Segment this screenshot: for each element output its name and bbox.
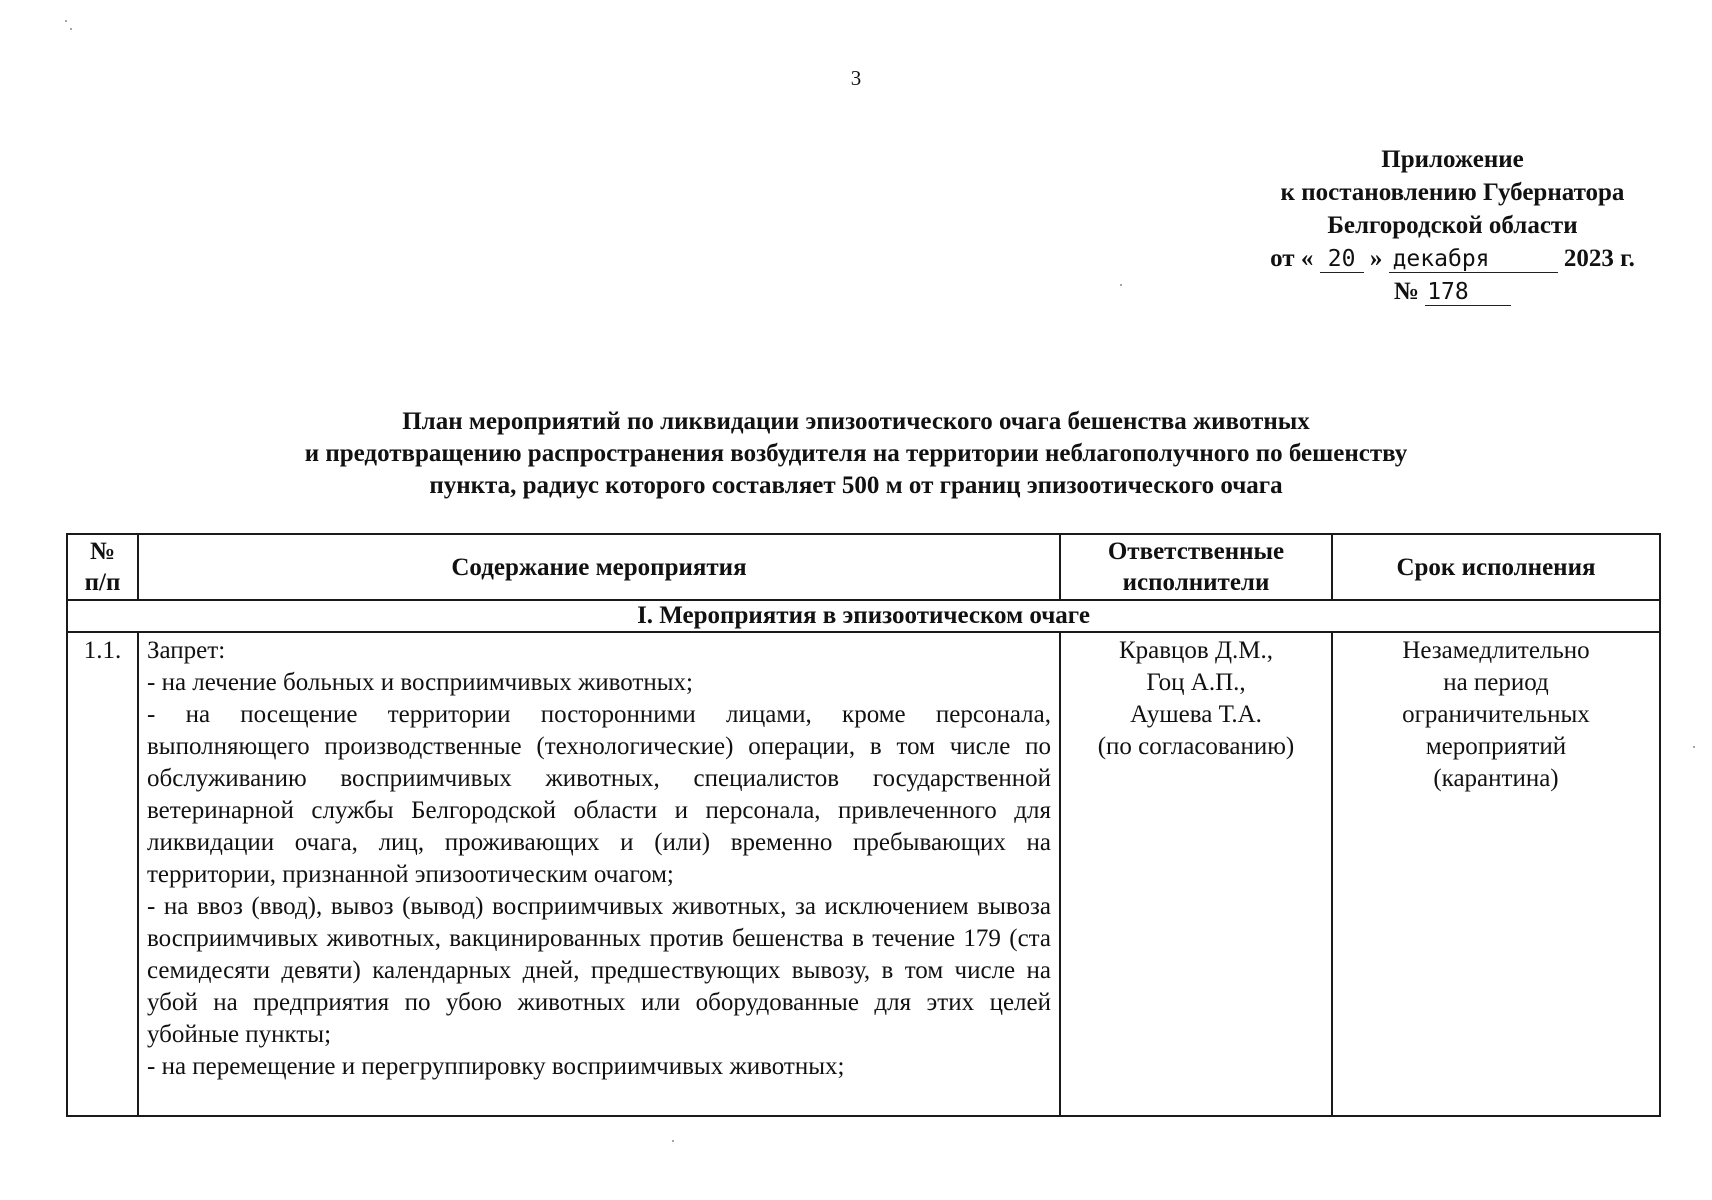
- scan-speck: [65, 20, 67, 22]
- scan-speck: [1693, 746, 1695, 748]
- deadline-line: мероприятий: [1425, 733, 1567, 760]
- document-title: [0, 406, 1712, 502]
- responsible-line: Гоц А.П.,: [1146, 669, 1246, 696]
- scan-speck: [672, 1140, 674, 1142]
- appendix-block: [1200, 143, 1705, 308]
- deadline-line: Незамедлительно: [1402, 637, 1590, 664]
- content-paragraph: - на перемещение и перегруппировку восприимчивых животных;: [147, 1053, 845, 1080]
- table-row: [67, 632, 1660, 1116]
- appendix-date: [1200, 242, 1705, 275]
- appendix-resolution: к постановлению Губернатора: [1280, 179, 1625, 206]
- table-header-row: [67, 534, 1660, 600]
- number-prefix: №: [1393, 278, 1419, 305]
- deadline-line: на период: [1443, 669, 1549, 696]
- header-number-line-1: №: [89, 538, 116, 565]
- appendix-number: [1200, 275, 1705, 308]
- deadline-line: (карантина): [1433, 765, 1559, 792]
- date-prefix: от «: [1270, 245, 1314, 272]
- date-year: 2023 г.: [1563, 245, 1635, 272]
- content-paragraph: - на лечение больных и восприимчивых животных;: [147, 669, 693, 696]
- header-responsible-line-2: исполнители: [1122, 569, 1270, 596]
- title-line-2: и предотвращению распространения возбудителя на территории неблагополучного по бешенству: [304, 440, 1408, 467]
- date-mid: »: [1369, 245, 1383, 272]
- responsible-line: (по согласованию): [1097, 733, 1295, 760]
- deadline-line: ограничительных: [1402, 701, 1590, 728]
- page-number: 3: [850, 66, 862, 90]
- header-content: Содержание мероприятия: [138, 534, 1060, 600]
- content-paragraph: - на ввоз (ввод), вывоз (вывод) восприимчивых животных, за исключением вывоза восприимчивых животных, вакцинированных против бешенства в течение 179 (ста семидесяти девяти) календарных дней, предшествующих вывозу, в том числе на убой на предприятия по убою животных или оборудованные для этих целей убойные пункты;: [147, 893, 1051, 1048]
- section-row: [67, 600, 1660, 632]
- date-month: декабря: [1389, 246, 1558, 273]
- row-content: [138, 632, 1060, 1116]
- header-responsible-line-1: Ответственные: [1107, 538, 1285, 565]
- row-number: 1.1.: [67, 632, 138, 1116]
- appendix-title: Приложение: [1381, 146, 1524, 173]
- header-number-line-2: п/п: [84, 569, 121, 596]
- scan-speck: [70, 28, 72, 30]
- appendix-region: Белгородской области: [1327, 212, 1578, 239]
- row-responsible: [1060, 632, 1332, 1116]
- responsible-line: Аушева Т.А.: [1130, 701, 1262, 728]
- section-title: I. Мероприятия в эпизоотическом очаге: [67, 600, 1660, 632]
- responsible-line: Кравцов Д.М.,: [1118, 637, 1274, 664]
- header-responsible: [1060, 534, 1332, 600]
- number-value: 178: [1425, 279, 1511, 306]
- title-line-3: пункта, радиус которого составляет 500 м от границ эпизоотического очага: [429, 472, 1283, 499]
- title-line-1: План мероприятий по ликвидации эпизоотического очага бешенства животных: [402, 408, 1310, 435]
- header-number: [67, 534, 138, 600]
- scan-speck: [1120, 284, 1122, 286]
- header-deadline: Срок исполнения: [1332, 534, 1660, 600]
- plan-table: [66, 533, 1661, 1117]
- content-paragraph: Запрет:: [147, 637, 226, 664]
- content-paragraph: - на посещение территории посторонними лицами, кроме персонала, выполняющего производственные (технологические) операции, в том числе по обслуживанию восприимчивых животных, специалистов государственной ветеринарной службы Белгородской области и персонала, привлеченного для ликвидации очага, лиц, проживающих и (или) временно пребывающих на территории, признанной эпизоотическим очагом;: [147, 701, 1051, 888]
- row-deadline: [1332, 632, 1660, 1116]
- date-day: 20: [1320, 246, 1364, 273]
